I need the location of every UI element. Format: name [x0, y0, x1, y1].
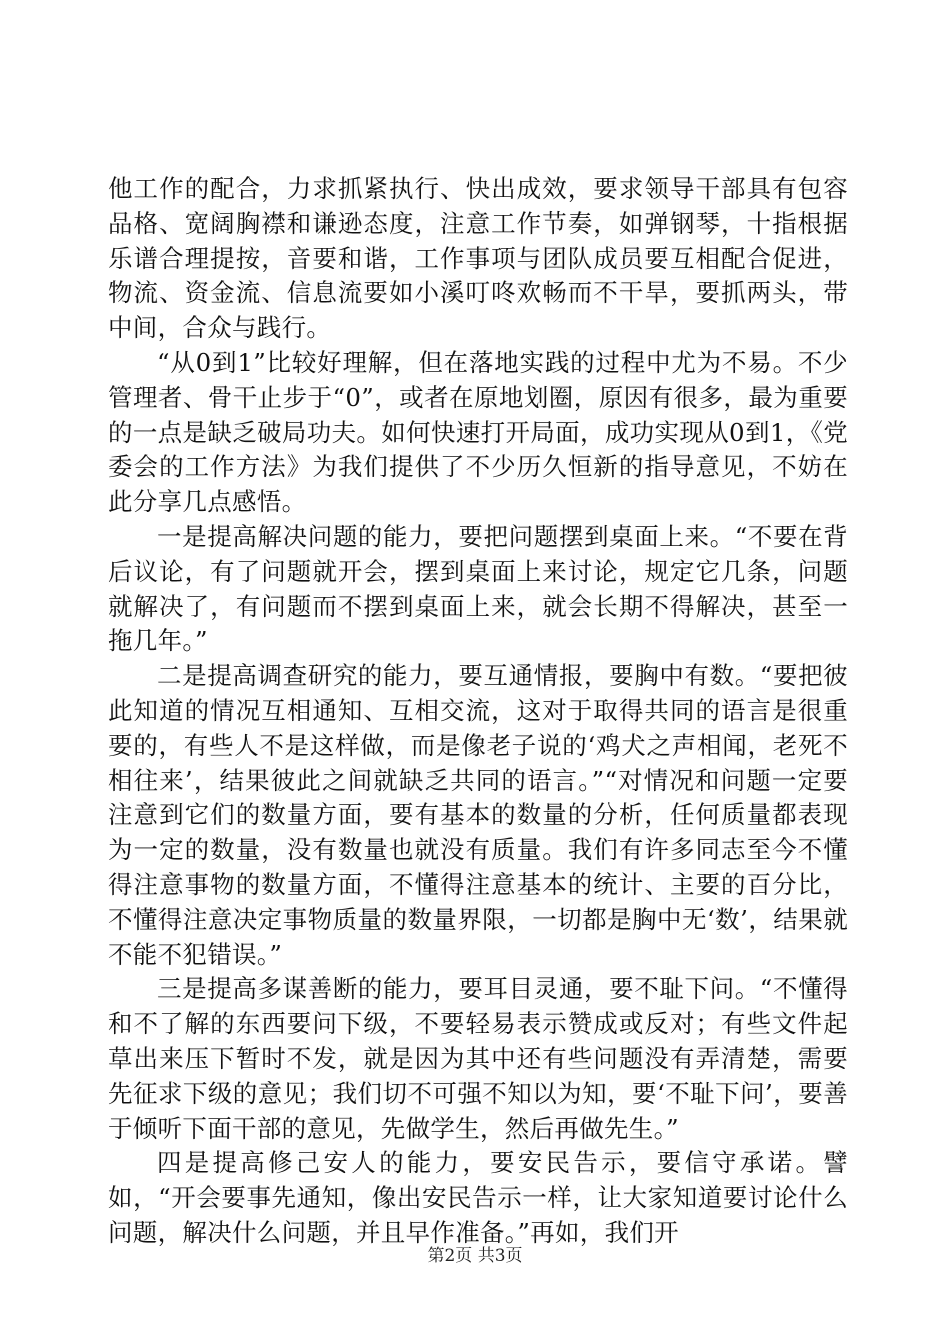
paragraph-2: “从0到1”比较好理解，但在落地实践的过程中尤为不易。不少管理者、骨干止步于“0”，或者在原地划圈，原因有很多，最为重要的一点是缺乏破局功夫。如何快速打开局面，成功实现从0到1，《党委会的工作方法》为我们提供了不少历久恒新的指导意见，不妨在此分享几点感悟。: [108, 347, 848, 517]
paragraph-1: 他工作的配合，力求抓紧执行、快出成效，要求领导干部具有包容品格、宽阔胸襟和谦逊态度，注意工作节奏，如弹钢琴，十指根据乐谱合理提按，音要和谐，工作事项与团队成员要互相配合促进，物流、资金流、信息流要如小溪叮咚欢畅而不干旱，要抓两头，带中间，合众与践行。: [108, 174, 848, 343]
page-number-footer: 第2页 共3页: [427, 1246, 523, 1266]
paragraph-6: 四是提高修己安人的能力，要安民告示，要信守承诺。譬如，“开会要事先通知，像出安民告示一样，让大家知道要讨论什么问题，解决什么问题，并且早作准备。”再如，我们开: [108, 1148, 848, 1247]
paragraph-5: 三是提高多谋善断的能力，要耳目灵通，要不耻下问。“不懂得和不了解的东西要问下级，不要轻易表示赞成或反对；有些文件起草出来压下暂时不发，就是因为其中还有些问题没有弄清楚，需要先征求下级的意见；我们切不可强不知以为知，要‘不耻下问’，要善于倾听下面干部的意见，先做学生，然后再做先生。”: [108, 974, 848, 1143]
paragraph-3: 一是提高解决问题的能力，要把问题摆到桌面上来。“不要在背后议论，有了问题就开会，摆到桌面上来讨论，规定它几条，问题就解决了，有问题而不摆到桌面上来，就会长期不得解决，甚至一拖几年。”: [108, 521, 848, 656]
paragraph-4: 二是提高调查研究的能力，要互通情报，要胸中有数。“要把彼此知道的情况互相通知、互相交流，这对于取得共同的语言是很重要的，有些人不是这样做，而是像老子说的‘鸡犬之声相闻，老死不相往来’，结果彼此之间就缺乏共同的语言。”“对情况和问题一定要注意到它们的数量方面，要有基本的数量的分析，任何质量都表现为一定的数量，没有数量也就没有质量。我们有许多同志至今不懂得注意事物的数量方面，不懂得注意基本的统计、主要的百分比，不懂得注意决定事物质量的数量界限，一切都是胸中无‘数’，结果就不能不犯错误。”: [108, 661, 848, 969]
document-body: [108, 172, 848, 1251]
